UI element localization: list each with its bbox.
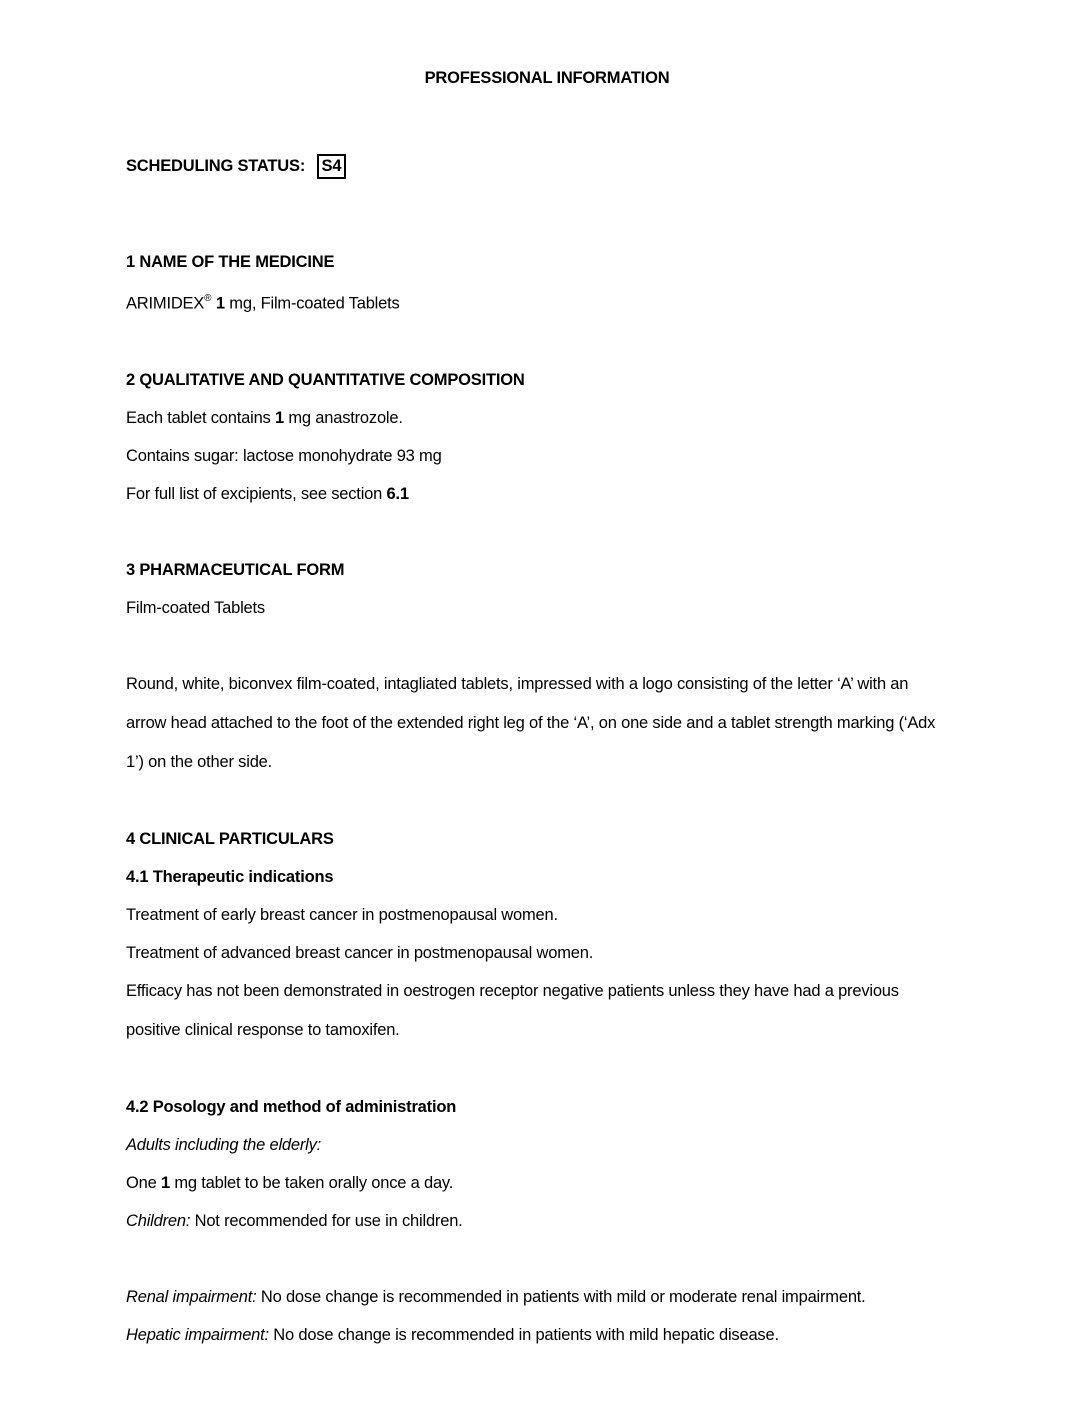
section-2-heading: 2 QUALITATIVE AND QUANTITATIVE COMPOSITION: [126, 370, 525, 389]
tablet-description-line-2: arrow head attached to the foot of the extended right leg of the ‘A’, on one side and a tablet strength marking (‘Adx: [126, 713, 936, 732]
tablet-description-line-1: Round, white, biconvex film-coated, intagliated tablets, impressed with a logo consisting of the letter ‘A’ with an: [126, 674, 909, 693]
pharmaceutical-form-line: Film-coated Tablets: [126, 598, 265, 617]
indication-early-line: Treatment of early breast cancer in postmenopausal women.: [126, 905, 558, 924]
section-name-of-medicine: [126, 243, 968, 323]
section-pharmaceutical-form: [126, 551, 968, 782]
composition-content-pre: Each tablet contains: [126, 408, 271, 427]
efficacy-line-2: positive clinical response to tamoxifen.: [126, 1020, 400, 1039]
children-line: [126, 1202, 968, 1240]
composition-content-post: mg anastrozole.: [283, 408, 403, 427]
indication-advanced-line: Treatment of advanced breast cancer in postmenopausal women.: [126, 943, 594, 962]
hepatic-impairment-lead: Hepatic impairment:: [126, 1325, 269, 1344]
tablet-description-paragraph: [126, 665, 968, 782]
adult-dose-pre: One: [126, 1173, 157, 1192]
adults-elderly-line: Adults including the elderly:: [126, 1135, 322, 1154]
adult-dose-line: [126, 1164, 968, 1202]
page-title: PROFESSIONAL INFORMATION: [424, 69, 670, 87]
brand-name: ARIMIDEX: [126, 294, 205, 313]
composition-content-line: [126, 399, 968, 437]
adult-dose-number: 1: [156, 1173, 170, 1192]
renal-impairment-line: [126, 1278, 968, 1316]
scheduling-status-badge: S4: [317, 154, 347, 179]
excipients-text: For full list of excipients, see section: [126, 484, 383, 503]
adult-dose-post: mg tablet to be taken orally once a day.: [169, 1173, 454, 1192]
tablet-description-line-3: 1’) on the other side.: [126, 752, 273, 771]
renal-impairment-rest: No dose change is recommended in patients with mild or moderate renal impairment.: [256, 1287, 866, 1306]
hepatic-impairment-line: [126, 1316, 968, 1354]
hepatic-impairment-rest: No dose change is recommended in patients with mild hepatic disease.: [268, 1325, 779, 1344]
medicine-strength: 1: [211, 294, 225, 313]
scheduling-status-line: [126, 147, 968, 185]
title-row: [126, 59, 968, 97]
section-clinical-particulars: [126, 820, 968, 1354]
section-4-heading: 4 CLINICAL PARTICULARS: [126, 829, 334, 848]
medicine-name-line: [126, 281, 968, 323]
sugar-content-line: Contains sugar: lactose monohydrate 93 mg: [126, 446, 442, 465]
section-3-heading: 3 PHARMACEUTICAL FORM: [126, 560, 345, 579]
excipients-section-ref: 6.1: [382, 484, 409, 503]
children-lead: Children:: [126, 1211, 191, 1230]
scheduling-status-label: SCHEDULING STATUS:: [126, 157, 306, 175]
renal-impairment-lead: Renal impairment:: [126, 1287, 257, 1306]
composition-dose: 1: [270, 408, 284, 427]
children-rest: Not recommended for use in children.: [190, 1211, 463, 1230]
excipients-line: [126, 475, 968, 513]
registered-trademark-icon: ®: [204, 293, 212, 304]
efficacy-line-1: Efficacy has not been demonstrated in oestrogen receptor negative patients unless they have had a previous: [126, 981, 899, 1000]
section-1-heading: 1 NAME OF THE MEDICINE: [126, 253, 335, 271]
section-composition: [126, 361, 968, 513]
section-4-1-heading: 4.1 Therapeutic indications: [126, 867, 334, 886]
medicine-form-suffix: mg, Film-coated Tablets: [224, 294, 400, 313]
efficacy-paragraph: [126, 972, 968, 1050]
section-4-2-heading: 4.2 Posology and method of administration: [126, 1097, 457, 1116]
